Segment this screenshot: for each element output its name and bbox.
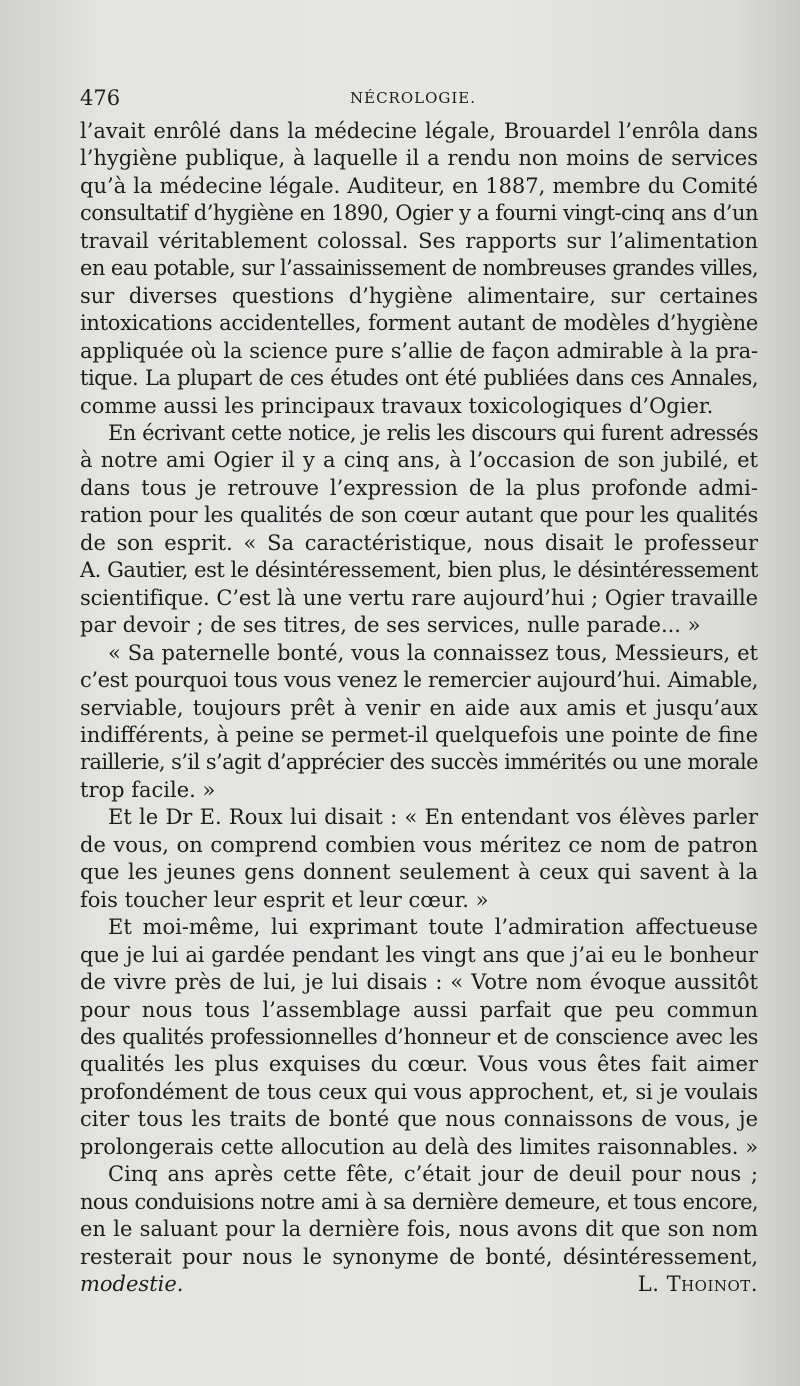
text-line: citer tous les traits de bonté que nous connaissons de vous, je	[80, 1107, 758, 1132]
text-line: sur diverses questions d’hygiène alimentaire, sur certaines	[80, 283, 758, 308]
text-line: l’hygiène publique, à laquelle il a rendu non moins de services	[80, 146, 758, 171]
text-line: resterait pour nous le synonyme de bonté, désintéressement,	[80, 1244, 758, 1269]
text-line: intoxications accidentelles, forment autant de modèles d’hygiène	[80, 311, 758, 336]
text-line: comme aussi les principaux travaux toxicologiques d’Ogier.	[80, 393, 714, 418]
text-line: des qualités professionnelles d’honneur et de conscience avec les	[80, 1024, 758, 1049]
text-line: trop facile. »	[80, 777, 216, 802]
text-line: pour nous tous l’assemblage aussi parfait que peu commun	[80, 997, 758, 1022]
text-line: Et le Dr E. Roux lui disait : « En entendant vos élèves parler	[108, 805, 758, 830]
text-line: de vous, on comprend combien vous méritez ce nom de patron	[80, 832, 758, 857]
text-line: dans tous je retrouve l’expression de la plus profonde admi-	[80, 475, 758, 500]
page-number: 476	[80, 86, 121, 110]
text-line: fois toucher leur esprit et leur cœur. »	[80, 887, 489, 912]
text-line: indifférents, à peine se permet-il quelquefois une pointe de fine	[80, 722, 758, 747]
text-line: tique. La plupart de ces études ont été publiées dans ces Annales,	[80, 366, 758, 391]
text-line: de vivre près de lui, je lui disais : « Votre nom évoque aussitôt	[80, 970, 758, 995]
text-line: que je lui ai gardée pendant les vingt ans que j’ai eu le bonheur	[80, 942, 758, 967]
text-line: ration pour les qualités de son cœur autant que pour les qualités	[80, 503, 758, 528]
text-line: « Sa paternelle bonté, vous la connaissez tous, Messieurs, et	[108, 640, 758, 665]
text-line: En écrivant cette notice, je relis les discours qui furent adressés	[108, 420, 758, 445]
text-line: A. Gautier, est le désintéressement, bien plus, le désintéressement	[80, 558, 758, 583]
text-line: appliquée où la science pure s’allie de façon admirable à la pra-	[80, 338, 758, 363]
text-line: que les jeunes gens donnent seulement à ceux qui savent à la	[80, 860, 758, 885]
closing-word: modestie.	[80, 1272, 184, 1297]
text-line: Et moi-même, lui exprimant toute l’admiration affectueuse	[108, 915, 758, 940]
text-line: c’est pourquoi tous vous venez le remercier aujourd’hui. Aimable,	[80, 668, 758, 693]
text-line: qu’à la médecine légale. Auditeur, en 1887, membre du Comité	[80, 173, 758, 198]
signature-line	[80, 1271, 758, 1298]
text-line: à notre ami Ogier il y a cinq ans, à l’occasion de son jubilé, et	[80, 448, 758, 473]
body-text	[80, 118, 758, 1271]
text-line: de son esprit. « Sa caractéristique, nous disait le professeur	[80, 530, 758, 555]
author-signature: L. Thoinot.	[637, 1272, 758, 1297]
text-line: travail véritablement colossal. Ses rapports sur l’alimentation	[80, 228, 758, 253]
text-line: par devoir ; de ses titres, de ses services, nulle parade... »	[80, 613, 701, 638]
text-line: en le saluant pour la dernière fois, nous avons dit que son nom	[80, 1217, 758, 1242]
page-header	[80, 86, 758, 116]
text-line: consultatif d’hygiène en 1890, Ogier y a fourni vingt-cinq ans d’un	[80, 201, 758, 226]
text-line: Cinq ans après cette fête, c’était jour de deuil pour nous ;	[108, 1162, 758, 1187]
text-line: en eau potable, sur l’assainissement de nombreuses grandes villes,	[80, 256, 758, 281]
text-line: scientifique. C’est là une vertu rare aujourd’hui ; Ogier travaille	[80, 585, 758, 610]
running-title: NÉCROLOGIE.	[350, 89, 477, 107]
text-line: serviable, toujours prêt à venir en aide aux amis et jusqu’aux	[80, 695, 758, 720]
text-line: nous conduisions notre ami à sa dernière demeure, et tous encore,	[80, 1189, 758, 1214]
text-line: profondément de tous ceux qui vous approchent, et, si je voulais	[80, 1079, 758, 1104]
text-line: qualités les plus exquises du cœur. Vous vous êtes fait aimer	[80, 1052, 758, 1077]
text-line: l’avait enrôlé dans la médecine légale, Brouardel l’enrôla dans	[80, 119, 758, 143]
text-line: raillerie, s’il s’agit d’apprécier des succès immérités ou une morale	[80, 750, 758, 775]
text-line: prolongerais cette allocution au delà des limites raisonnables. »	[80, 1134, 758, 1159]
